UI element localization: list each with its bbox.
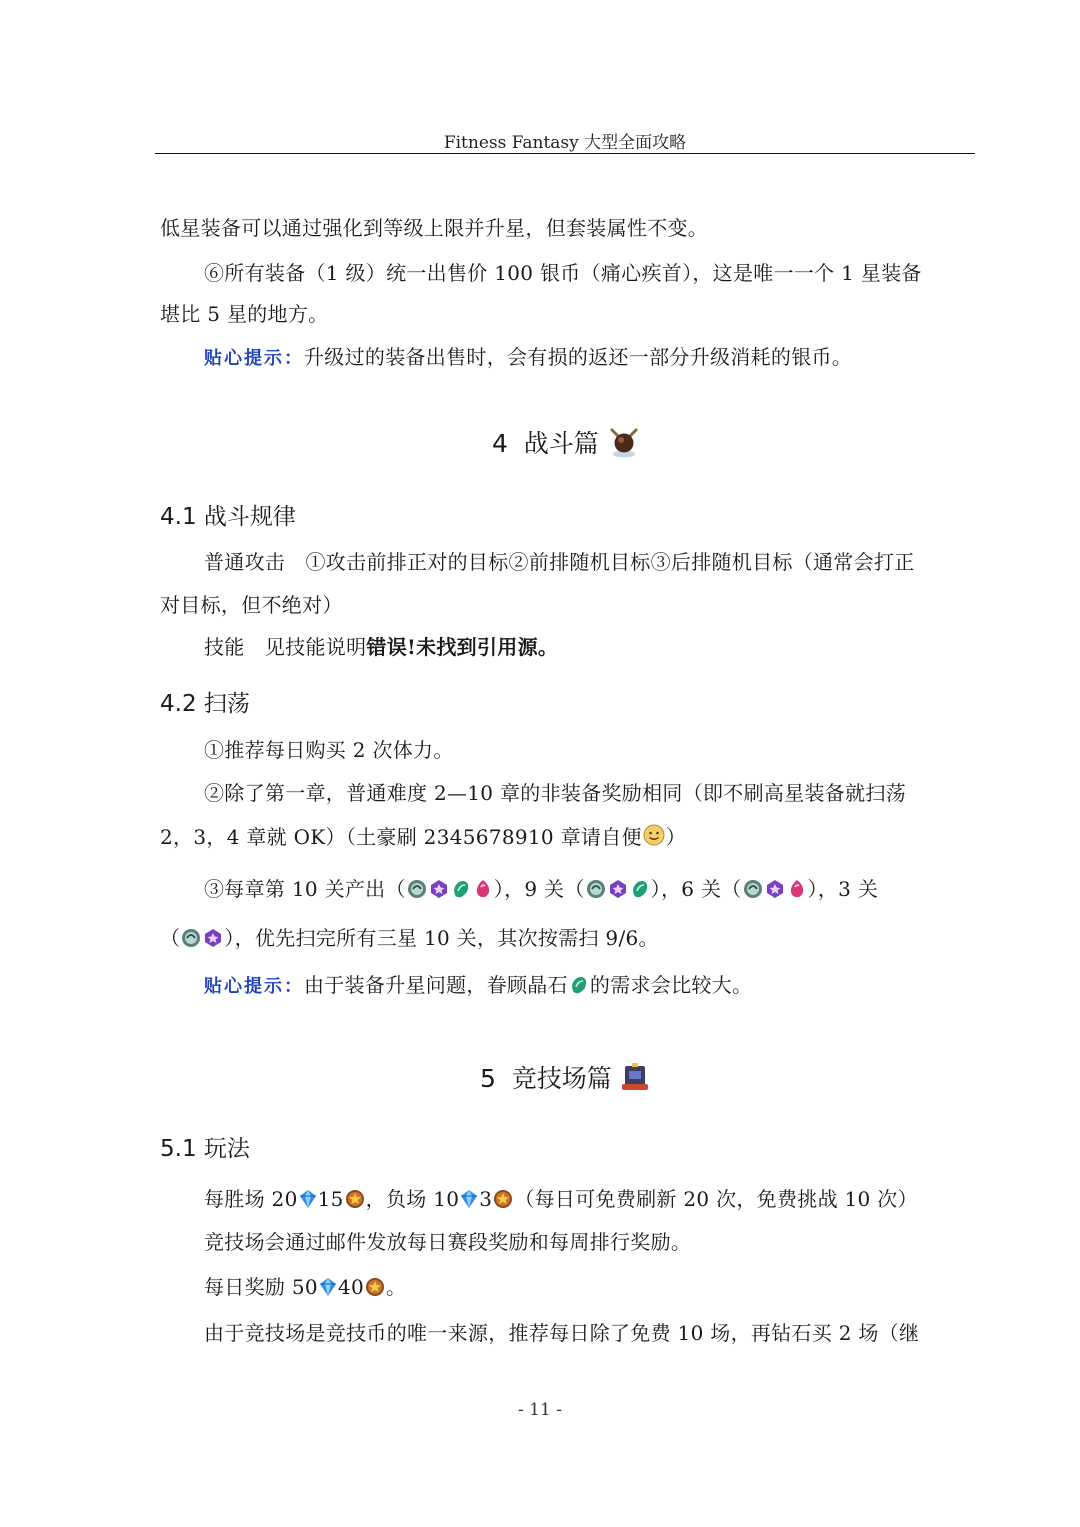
green-crystal-icon	[451, 879, 471, 899]
sec42-line-4	[204, 873, 878, 902]
stone-token-icon	[743, 879, 763, 899]
daily-reward-period: 。	[385, 1275, 407, 1299]
sec42-line-3	[160, 821, 686, 850]
loss-coins-value: 3	[479, 1187, 493, 1211]
sec42-line-5	[160, 922, 659, 951]
intro-line-1: 低星装备可以通过强化到等级上限并升星，但套装属性不变。	[160, 216, 709, 240]
stone-token-icon	[181, 928, 201, 948]
sec41-line-1: 普通攻击 ①攻击前排正对的目标②前排随机目标③后排随机目标（通常会打正	[204, 550, 915, 574]
sec42-line-2: ②除了第一章，普通难度 2—10 章的非装备奖励相同（即不刷高星装备就扫荡	[204, 781, 906, 805]
tip-paragraph	[204, 341, 852, 370]
pink-crystal-icon	[787, 879, 807, 899]
arena-coin-icon	[493, 1189, 513, 1209]
diamond-icon	[460, 1189, 478, 1209]
purple-star-gem-icon	[203, 928, 223, 948]
page-header-title: Fitness Fantasy 大型全面攻略	[443, 133, 687, 153]
crossed-swords-helmet-icon	[608, 426, 640, 458]
stone-token-icon	[586, 879, 606, 899]
tip-text-a: 由于装备升星问题，眷顾晶石	[304, 973, 568, 997]
sec51-line-2: 竞技场会通过邮件发放每日赛段奖励和每周排行奖励。	[204, 1230, 692, 1254]
page-number: - 11 -	[518, 1400, 562, 1420]
skill-text: 技能 见技能说明	[204, 635, 367, 659]
pink-crystal-icon	[473, 879, 493, 899]
arena-coin-icon	[365, 1277, 385, 1297]
chapter-4-title: 4 战斗篇	[492, 429, 599, 458]
daily-limits-text: （每日可免费刷新 20 次，免费挑战 10 次）	[514, 1187, 918, 1211]
diamond-icon	[299, 1189, 317, 1209]
daily-reward-diamonds: 每日奖励 50	[204, 1275, 318, 1299]
header-rule	[155, 153, 975, 154]
loss-diamonds-value: ，负场 10	[365, 1187, 460, 1211]
arena-tower-icon	[621, 1062, 649, 1092]
intro-line-3: 堪比 5 星的地方。	[160, 302, 329, 326]
tip-label: 贴心提示：	[204, 348, 304, 369]
drop-9-label: ），9 关（	[493, 877, 585, 901]
sec42-line-3-text: 2，3，4 章就 OK）（土豪刷 2345678910 章请自便	[160, 825, 642, 849]
sec42-line-3-close: ）	[665, 825, 687, 849]
win-diamonds-value: 每胜场 20	[204, 1187, 298, 1211]
sec51-line-1	[204, 1183, 918, 1212]
sec51-line-3	[204, 1271, 406, 1300]
sec51-line-4: 由于竞技场是竞技币的唯一来源，推荐每日除了免费 10 场，再钻石买 2 场（继	[204, 1321, 920, 1345]
drop-10-label: ③每章第 10 关产出（	[204, 877, 406, 901]
drop-3-label: ），3 关	[807, 877, 879, 901]
section-4-2-title: 4.2 扫荡	[160, 691, 250, 717]
arena-coin-icon	[345, 1189, 365, 1209]
purple-star-gem-icon	[608, 879, 628, 899]
sec42-line-1: ①推荐每日购买 2 次体力。	[204, 738, 454, 762]
green-crystal-icon	[630, 879, 650, 899]
reference-error-text: 错误!未找到引用源。	[366, 635, 559, 659]
tip-label: 贴心提示：	[204, 976, 304, 997]
purple-star-gem-icon	[429, 879, 449, 899]
stone-token-icon	[407, 879, 427, 899]
sec41-line-2: 对目标，但不绝对）	[160, 593, 343, 617]
drop-6-label: ），6 关（	[650, 877, 742, 901]
sec42-line-5-open: （	[160, 926, 181, 950]
chapter-4-heading	[492, 424, 641, 460]
smiley-face-icon	[643, 824, 665, 846]
win-coins-value: 15	[317, 1187, 344, 1211]
chapter-5-title: 5 竞技场篇	[480, 1064, 612, 1093]
sec41-skill-line	[204, 631, 558, 660]
diamond-icon	[319, 1277, 337, 1297]
tip-text-b: 的需求会比较大。	[589, 973, 753, 997]
section-4-1-title: 4.1 战斗规律	[160, 504, 296, 530]
green-crystal-icon	[569, 975, 589, 995]
chapter-5-heading	[480, 1059, 650, 1095]
daily-reward-coins: 40	[337, 1275, 364, 1299]
section-5-1-title: 5.1 玩法	[160, 1136, 250, 1162]
sec42-tip-paragraph	[204, 969, 752, 998]
tip-text: 升级过的装备出售时，会有损的返还一部分升级消耗的银币。	[304, 345, 853, 369]
intro-line-2: ⑥所有装备（1 级）统一出售价 100 银币（痛心疾首），这是唯一一个 1 星装备	[204, 261, 922, 285]
sec42-line-5-text: ），优先扫完所有三星 10 关，其次按需扫 9/6。	[224, 926, 659, 950]
purple-star-gem-icon	[765, 879, 785, 899]
